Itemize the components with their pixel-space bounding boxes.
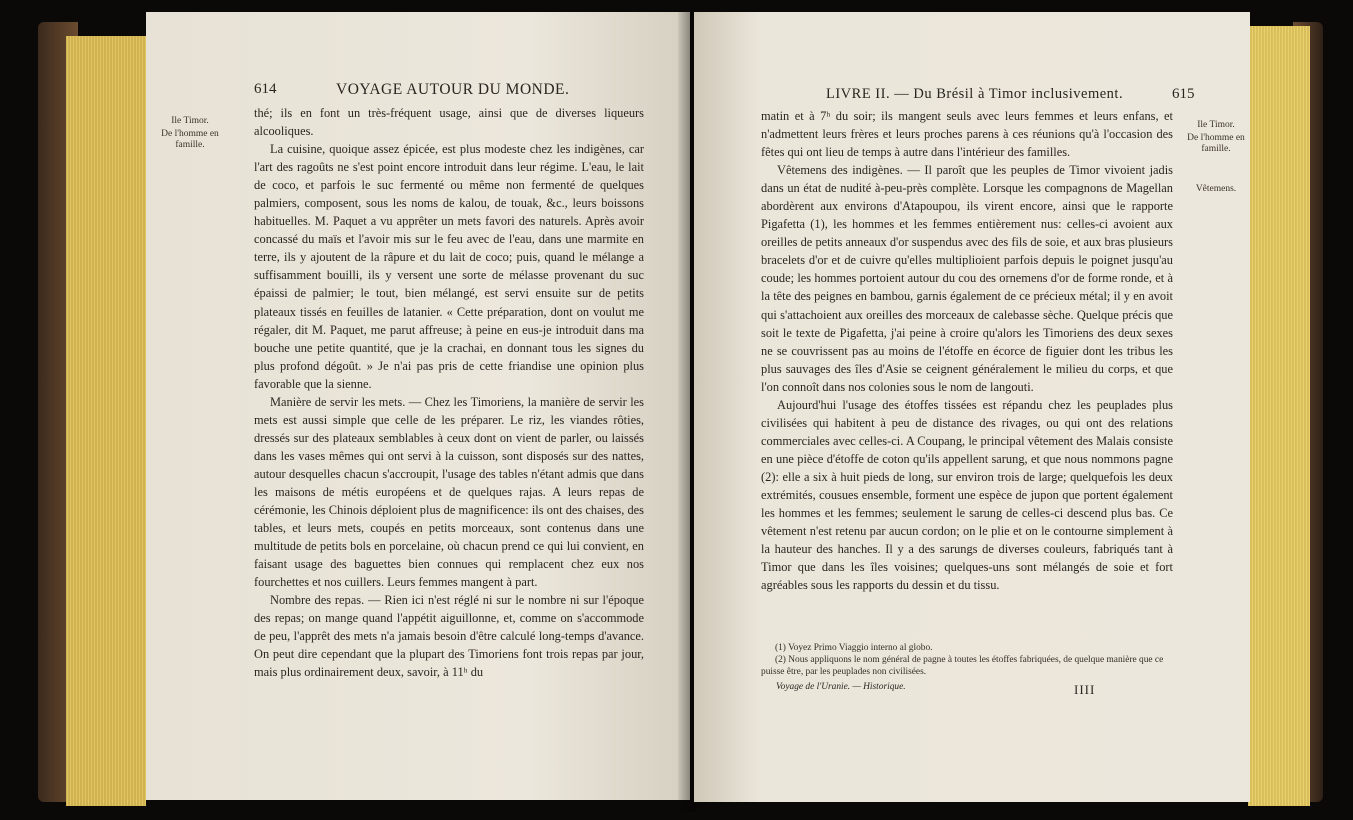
margin-note-section: Vêtemens.: [1195, 184, 1237, 194]
footer-title: Voyage de l'Uranie. — Historique.: [776, 682, 906, 692]
page-number: 615: [1172, 86, 1195, 102]
paragraph: thé; ils en font un très-fréquent usage, ainsi que de diverses liqueurs alcooliques.: [254, 106, 644, 139]
margin-note-topic: De l'homme en famille.: [161, 129, 219, 150]
page-number: 614: [254, 81, 277, 97]
margin-note-island: Ile Timor.: [171, 116, 209, 126]
page-edges-left: [66, 36, 146, 806]
margin-note-island: Ile Timor.: [1197, 120, 1235, 130]
footnotes: [761, 642, 1173, 678]
paragraph: Aujourd'hui l'usage des étoffes tissées est répandu chez les peuplades plus civilisées qui habitent à peu de distance des rivages, ou qui ont des relations commerciales avec celles-ci. A Coupang, le principal vêtement des Malais consiste en une pièce d'étoffe de coton qu'ils appellent sarung, et que nous nommons pagne (2): elle a six à huit pieds de long, sur environ trois de large; quelquefois les deux extrémités, cousues ensemble, forment une espèce de jupon que portent également les hommes et les femmes; seulement le sarung de celles-ci descend plus bas. Ce vêtement n'est retenu par aucun cordon; on le plie et on le contourne simplement à la hauteur des hanches. Il y a des sarungs de diverses couleurs, fabriqués tant à Timor que dans les îles voisines; quelques-uns sont mélangés de soie et fort agréables sous les rapports du dessin et du tissu.: [761, 397, 1173, 593]
paragraph: La cuisine, quoique assez épicée, est plus modeste chez les indigènes, car l'art des ragoûts ne s'est point encore introduit dans leur régime. L'eau, le lait de coco, et parfois le suc fermenté ou même non fermenté de quelques palmiers, composent, sous les noms de kalou, de touak, &c., leurs boissons habituelles. M. Paquet a vu apprêter un mets favori des naturels. Après avoir concassé du maïs et l'avoir mis sur le feu avec de l'eau, dans une marmite en terre, ils y ajoutent de la râpure et du lait de coco; puis, quand le mélange a suffisamment bouilli, ils y versent une sorte de mélasse provenant du suc épaissi de palmier; le tout, bien mélangé, est servi ensuite sur de petits plateaux tissés en feuilles de latanier. « Cette préparation, dont on voulut me régaler, dit M. Paquet, me parut affreuse; à peine en eus-je introduit dans ma bouche une petite quantité, que je la crachai, en donnant tous les signes du plus profond dégoût. » Je n'ai pas pris de cette friandise une opinion plus favorable que la sienne.: [254, 142, 644, 391]
paragraph: matin et à 7ʰ du soir; ils mangent seuls avec leurs femmes et leurs enfans, et n'admettent leurs frères et leurs proches parens à ces réunions qu'à l'occasion des fêtes qui ont lieu de temps à autre dans l'intérieur des familles.: [761, 109, 1173, 160]
signature-mark: IIII: [1074, 682, 1096, 697]
footnote: (2) Nous appliquons le nom général de pagne à toutes les étoffes fabriquées, de quelque manière que ce puisse être, par les peuplades non civilisées.: [761, 655, 1164, 677]
footnote: (1) Voyez Primo Viaggio interno al globo.: [775, 643, 933, 653]
right-page: [694, 12, 1250, 802]
left-page: [146, 12, 690, 800]
paragraph: Vêtemens des indigènes. — Il paroît que les peuples de Timor vivoient jadis dans un état de nudité à-peu-près complète. Lorsque les compagnons de Magellan abordèrent aux environs d'Atapoupou, ils virent encore, ainsi que le rapporte Pigafetta (1), les hommes et les femmes entièrement nus: celles-ci avoient aux oreilles de petits anneaux d'or suspendus avec des fils de soie, et aux bras plusieurs bracelets d'or et de cuivre qu'elles multiplioient parfois depuis le poignet jusqu'au coude; les hommes portoient autour du cou des ornemens d'or de forme ronde, et à la tête des peignes en bambou, garnis également de ce précieux métal; il y en avoit qui s'attachoient aux oreilles des morceaux de calebasse sèche. Quelque précis que soit le texte de Pigafetta, j'ai peine à croire qu'alors les Timoriens des deux sexes ne se couvrissent pas au moins de l'étoffe en écorce de figuier dont les tribus les plus sauvages des îles d'Asie se ceignent généralement le milieu du corps, et que l'on connoît dans nos colonies sous le nom de langouti.: [761, 163, 1173, 394]
left-page-body: [254, 104, 644, 682]
page-edges-right: [1248, 26, 1310, 806]
paragraph: Nombre des repas. — Rien ici n'est réglé ni sur le nombre ni sur l'époque des repas; on mange quand l'appétit aiguillonne, et, comme on s'accommode de peu, l'apprêt des mets n'a jamais besoin d'être calculé long-temps d'avance. On peut dire cependant que la plupart des Timoriens font trois repas par jour, mais plus ordinairement deux, savoir, à 11ʰ du: [254, 593, 644, 680]
open-book: [38, 12, 1323, 812]
running-head: LIVRE II. — Du Brésil à Timor inclusivement.: [826, 86, 1124, 102]
margin-note-topic: De l'homme en famille.: [1187, 133, 1245, 154]
running-head: VOYAGE AUTOUR DU MONDE.: [336, 81, 570, 98]
right-page-body: [761, 107, 1173, 594]
paragraph: Manière de servir les mets. — Chez les Timoriens, la manière de servir les mets est aussi simple que celle de les préparer. Le riz, les viandes rôties, dressés sur des plateaux semblables à ceux dont on vient de parler, ou laissés dans les vases mêmes qui ont servi à la cuisson, sont disposés sur des nattes, autour desquelles chacun s'accroupit, l'usage des tables n'étant admis que dans les maisons de métis européens et de quelques rajas. A leurs repas de cérémonie, les Chinois déploient plus de magnificence: ils ont des chaises, des tables, et leurs mets, coupés en petits morceaux, sont contenus dans une multitude de petits bols en porcelaine, où chacun prend ce qui lui convient, en faisant usage des baguettes bien connues qui remplacent chez eux nos fourchettes et nos cuillers. Leurs femmes mangent à part.: [254, 394, 644, 590]
